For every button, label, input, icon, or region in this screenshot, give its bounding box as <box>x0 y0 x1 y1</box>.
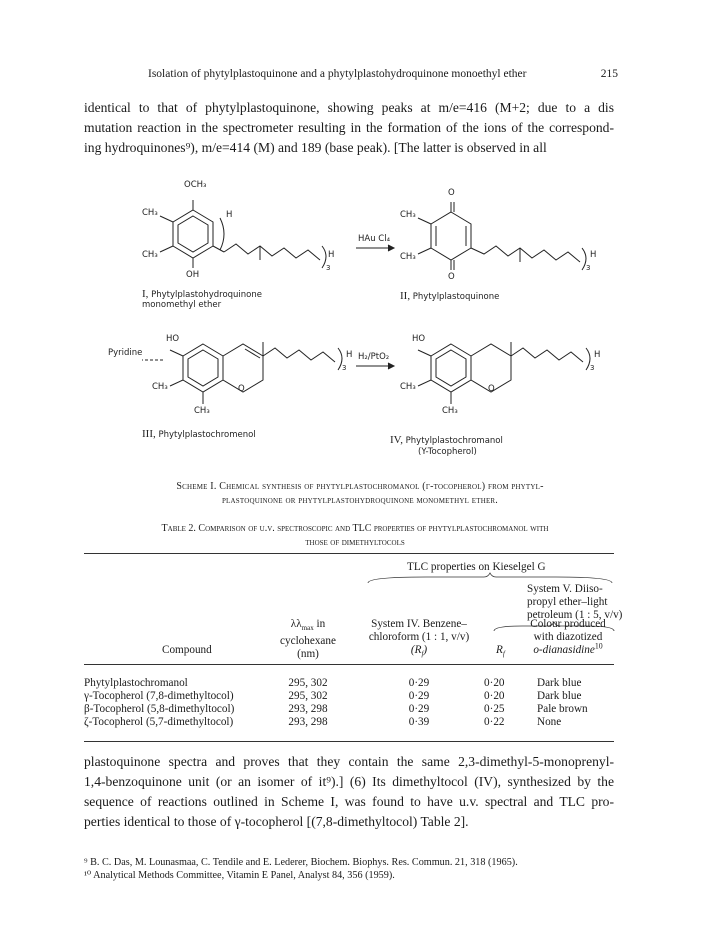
header-line: Colour produced <box>530 618 606 630</box>
compound-name: Phytylplastochromenol <box>158 430 256 440</box>
roman-numeral: I, <box>142 288 149 300</box>
oxygen-label: O <box>238 384 245 394</box>
caption-line: plastoquinone or phytylplastohydroquinone monomethyl ether. <box>221 495 499 506</box>
subscript: max <box>301 624 314 633</box>
header-line: cyclohexane <box>280 635 336 648</box>
repeat-subscript: 3 <box>326 264 331 272</box>
methyl-label: CH₃ <box>142 208 158 218</box>
header-line: System V. Diiso- <box>527 583 603 595</box>
text-line: perties identical to those of γ-tocopherol [(7,8-dimethyltocol) Table 2]. <box>84 814 469 829</box>
benzene-ring-inner-I <box>178 216 208 252</box>
header-text: o-dianasidine <box>533 644 595 656</box>
table-cell-colour: None <box>537 716 562 728</box>
table-cell-colour: Dark blue <box>537 677 582 689</box>
benzene-ring-I <box>173 210 213 258</box>
table-title <box>90 522 620 550</box>
hydroxyl-label: OH <box>186 270 200 280</box>
benzene-ring-IV <box>431 344 471 392</box>
text-line: identical to that of phytylplastoquinone, showing peaks at m/e=416 (M+2; due to a dis <box>84 100 614 115</box>
subscript: f <box>502 650 505 659</box>
table-cell-rf-iv: 0·29 <box>408 703 430 715</box>
table-cell-rf-iv: 0·29 <box>408 690 430 702</box>
caption-line: Scheme I. Chemical synthesis of phytylplastochromanol (γ-tocopherol) from phytyl- <box>176 481 544 492</box>
methyl-label: CH₃ <box>400 210 416 220</box>
text-line: ing hydroquinones⁹), m/e=414 (M) and 189 (base peak). [The latter is observed in all <box>84 140 547 155</box>
header-text: ) <box>423 644 428 656</box>
reagent-label: H₂/PtO₂ <box>358 352 390 362</box>
lambda-symbol: λλ <box>290 618 302 630</box>
col-header-rf <box>496 644 505 661</box>
repeat-subscript: 3 <box>590 364 595 372</box>
col-header-system-iv <box>360 618 478 661</box>
table-cell-rf-v: 0·25 <box>484 703 505 715</box>
compound-label-II <box>400 290 499 302</box>
footnote-ref: 10 <box>594 641 603 651</box>
footnote-10: ¹⁰ Analytical Methods Committee, Vitamin E Panel, Analyst 84, 356 (1959). <box>84 870 395 881</box>
table-cell-compound: β-Tocopherol (5,8-dimethyltocol) <box>84 703 235 715</box>
hydroxyl-label: HO <box>166 334 180 344</box>
footnote-9: ⁹ B. C. Das, M. Lounasmaa, C. Tendile and E. Lederer, Biochem. Biophys. Res. Commun. 21, 318 (1965). <box>84 857 518 868</box>
col-header-lambda <box>268 618 348 661</box>
reagent-label: HAu Cl₄ <box>358 234 390 244</box>
col-header-compound: Compound <box>162 644 212 656</box>
table-cell-lambda: 293, 298 <box>288 703 328 715</box>
table-cell-rf-iv: 0·39 <box>408 716 430 728</box>
header-text: R <box>496 644 503 656</box>
methyl-label: CH₃ <box>400 382 416 392</box>
benzene-ring-III <box>183 344 223 392</box>
hydrogen-label: H <box>590 250 597 260</box>
header-text: in <box>313 618 326 630</box>
table-cell-rf-v: 0·20 <box>484 677 505 689</box>
roman-numeral: II, <box>400 290 411 302</box>
compound-label-IV <box>390 434 503 446</box>
table-cell-compound: γ-Tocopherol (7,8-dimethyltocol) <box>84 690 234 702</box>
compound-name-cont: (Y-Tocopherol) <box>418 447 477 457</box>
compound-label-I <box>142 288 262 300</box>
header-line: (nm) <box>297 648 319 661</box>
hydroxyl-label: HO <box>412 334 426 344</box>
page-number: 215 <box>600 68 618 80</box>
text-line: 1,4-benzoquinone unit (or an isomer of it⁹).] (6) Its dimethyltocol (IV), synthesized by the <box>84 774 614 789</box>
table-cell-colour: Dark blue <box>537 690 582 702</box>
table-cell-lambda: 295, 302 <box>288 690 328 702</box>
methyl-label: CH₃ <box>194 406 210 416</box>
methoxy-label: OCH₃ <box>184 180 207 190</box>
hydrogen-label: H <box>226 210 233 220</box>
header-text: (R <box>410 644 422 656</box>
header-line: propyl ether–light <box>527 596 608 608</box>
text-line: plastoquinone spectra and proves that they contain the same 2,3-dimethyl-5-monoprenyl- <box>84 754 614 769</box>
header-line <box>520 641 616 657</box>
paragraph-bottom <box>84 752 614 832</box>
header-line: with diazotized <box>533 631 603 643</box>
footnotes <box>84 856 624 882</box>
hydrogen-label: H <box>346 350 353 360</box>
methyl-label: CH₃ <box>442 406 458 416</box>
table-title-line: those of dimethyltocols <box>305 537 405 548</box>
scheme-caption <box>100 480 620 508</box>
paragraph-top <box>84 98 614 158</box>
quinone-ring-II <box>431 212 471 260</box>
repeat-subscript: 3 <box>586 264 591 272</box>
hydrogen-label: H <box>594 350 601 360</box>
oxygen-label: O <box>448 272 455 282</box>
table-bottom-rule <box>84 741 614 742</box>
compound-name: Phytylplastohydroquinone <box>151 290 262 300</box>
header-line: petroleum (1 : 5, v/v) <box>527 609 623 621</box>
table-header-rule <box>84 664 614 665</box>
oxygen-label: O <box>448 188 455 198</box>
compound-label-III <box>142 428 256 440</box>
roman-numeral: III, <box>142 428 156 440</box>
table-cell-rf-v: 0·20 <box>484 690 505 702</box>
compound-name: Phytylplastochromanol <box>405 436 503 446</box>
compound-name-cont: monomethyl ether <box>142 300 222 310</box>
oxygen-label: O <box>488 384 495 394</box>
table-cell-rf-v: 0·22 <box>484 716 505 728</box>
tlc-group-header: TLC properties on Kieselgel G <box>407 561 546 573</box>
methyl-label: CH₃ <box>152 382 168 392</box>
text-line: mutation reaction in the spectrometer resulting in the formation of the ions of the correspond- <box>84 120 614 135</box>
col-header-colour <box>520 618 616 657</box>
running-head-title: Isolation of phytylplastoquinone and a phytylplastohydroquinone monoethyl ether <box>148 68 527 80</box>
header-line <box>268 618 348 635</box>
scheme-figure <box>96 180 636 471</box>
table-cell-compound: ζ-Tocopherol (5,7-dimethyltocol) <box>84 716 234 728</box>
table-cell-lambda: 293, 298 <box>288 716 328 728</box>
methyl-label: CH₃ <box>142 250 158 260</box>
header-line <box>360 644 478 661</box>
repeat-subscript: 3 <box>342 364 347 372</box>
header-line: System IV. Benzene– <box>371 618 467 630</box>
table-cell-colour: Pale brown <box>537 703 588 715</box>
subscript: f <box>421 650 424 659</box>
compound-name: Phytylplastoquinone <box>412 292 500 302</box>
table-title-line: Table 2. Comparison of u.v. spectroscopic and TLC properties of phytylplastochromanol with <box>161 523 549 534</box>
table-cell-rf-iv: 0·29 <box>408 677 430 689</box>
table-cell-compound: Phytylplastochromanol <box>84 677 188 689</box>
system-v-header <box>527 583 622 622</box>
header-line: chloroform (1 : 1, v/v) <box>368 631 470 643</box>
table-cell-lambda: 295, 302 <box>288 677 328 689</box>
text-line: sequence of reactions outlined in Scheme I, was found to have u.v. spectral and TLC pro- <box>84 794 614 809</box>
methyl-label: CH₃ <box>400 252 416 262</box>
reagent-label: Pyridine <box>108 348 143 358</box>
running-head <box>148 68 618 84</box>
hydrogen-label: H <box>328 250 335 260</box>
table-top-rule <box>84 553 614 554</box>
roman-numeral: IV, <box>390 434 403 446</box>
